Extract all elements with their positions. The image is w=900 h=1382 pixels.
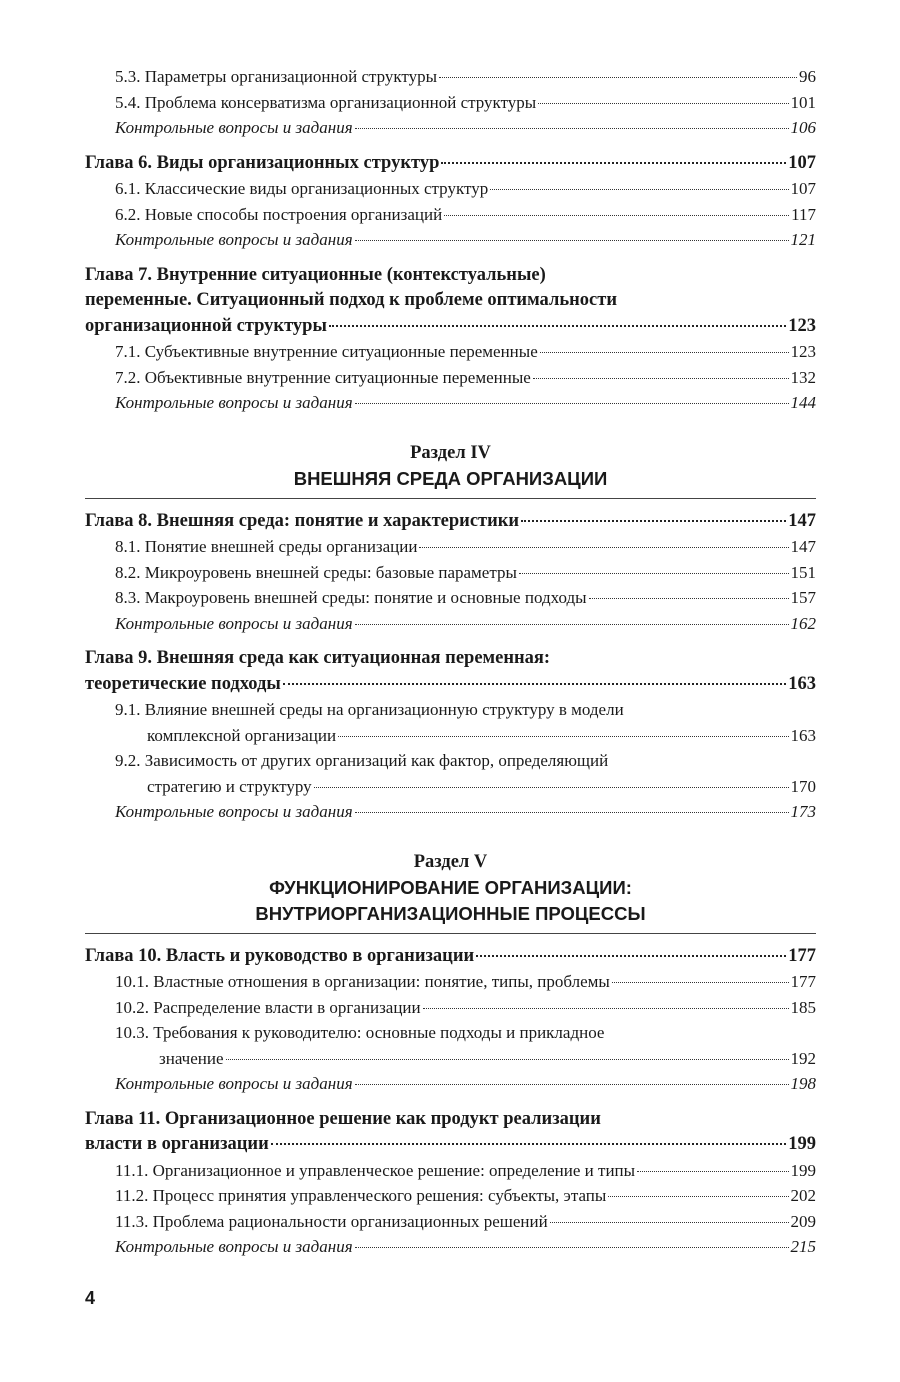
entry-page-number: 198: [790, 1074, 816, 1093]
entry-page-number: 215: [790, 1237, 816, 1256]
entry-title: Контрольные вопросы и задания: [115, 118, 353, 137]
entry-title: 5.3. Параметры организационной структуры: [115, 67, 438, 86]
dot-leader: [608, 1196, 788, 1197]
chapter-title-line: [85, 314, 816, 340]
dot-leader: [355, 1247, 789, 1248]
entry-title: 8.2. Микроуровень внешней среды: базовые параметры: [115, 562, 517, 582]
part-label: Раздел IV: [410, 442, 491, 463]
section-entry[interactable]: [85, 748, 816, 799]
review-questions-entry[interactable]: [85, 799, 816, 825]
entry-page-number: 101: [790, 92, 816, 112]
dot-leader: [355, 812, 789, 813]
entry-title: 11.1. Организационное и управленческое решение: определение и типы: [115, 1160, 636, 1180]
chapter-title: Глава 10. Власть и руководство в организации: [85, 945, 475, 966]
chapter-entry[interactable]: [85, 263, 816, 340]
entry-page-number: 107: [790, 179, 816, 198]
section-entry[interactable]: [85, 90, 816, 116]
chapter-entry[interactable]: [85, 646, 816, 697]
chapter-title: Глава 11. Организационное решение как продукт реализации: [85, 1108, 601, 1129]
section-entry[interactable]: [85, 995, 816, 1021]
table-of-contents: [85, 64, 816, 1260]
entry-title-continuation: [115, 1046, 816, 1072]
entry-title: 9.1. Влияние внешней среды на организационную структуру в модели: [115, 700, 624, 719]
entry-page-number: 199: [790, 1160, 816, 1180]
review-questions-entry[interactable]: [85, 1234, 816, 1260]
dot-leader: [612, 982, 789, 983]
part-title: ВНЕШНЯЯ СРЕДА ОРГАНИЗАЦИИ: [293, 467, 608, 489]
dot-leader: [538, 103, 788, 104]
entry-page-number: 202: [790, 1186, 816, 1205]
dot-leader: [314, 787, 789, 788]
section-entry[interactable]: [85, 202, 816, 228]
entry-page-number: 173: [790, 802, 816, 821]
dot-leader: [355, 240, 789, 241]
entry-page-number: 162: [790, 613, 816, 633]
entry-title: 7.2. Объективные внутренние ситуационные переменные: [115, 367, 531, 387]
entry-title: Контрольные вопросы и задания: [115, 802, 353, 821]
entry-page-number: 157: [790, 588, 816, 607]
entry-page-number: 144: [790, 393, 816, 412]
entry-page-number: 121: [790, 230, 816, 249]
dot-leader: [521, 520, 786, 522]
entry-title: 10.2. Распределение власти в организации: [115, 997, 421, 1017]
chapter-title: переменные. Ситуационный подход к проблеме оптимальности: [85, 290, 617, 310]
entry-page-number: 151: [790, 562, 816, 582]
chapter-title: Глава 8. Внешняя среда: понятие и характеристики: [85, 510, 520, 531]
dot-leader: [441, 162, 786, 164]
divider: [85, 933, 816, 934]
entry-page-number: 147: [788, 510, 816, 531]
review-questions-entry[interactable]: [85, 1071, 816, 1097]
section-entry[interactable]: [85, 1158, 816, 1184]
review-questions-entry[interactable]: [85, 227, 816, 253]
section-entry[interactable]: [85, 1183, 816, 1209]
entry-page-number: 170: [790, 776, 816, 796]
dot-leader: [355, 128, 789, 129]
dot-leader: [419, 547, 788, 548]
chapter-title-line: [85, 509, 816, 535]
chapter-title: Глава 6. Виды организационных структур: [85, 152, 440, 173]
chapter-title-line: [85, 151, 816, 177]
entry-page-number: 192: [790, 1048, 816, 1068]
section-entry[interactable]: [85, 969, 816, 995]
section-entry[interactable]: [85, 585, 816, 611]
entry-page-number: 123: [790, 342, 816, 361]
entry-page-number: 185: [790, 997, 816, 1017]
dot-leader: [490, 189, 788, 190]
entry-page-number: 132: [790, 367, 816, 387]
dot-leader: [355, 624, 789, 625]
entry-title: 5.4. Проблема консерватизма организационной структуры: [115, 92, 537, 112]
review-questions-entry[interactable]: [85, 390, 816, 416]
entry-page-number: 163: [788, 673, 816, 694]
entry-title: 6.1. Классические виды организационных структур: [115, 179, 489, 198]
section-entry[interactable]: [85, 697, 816, 748]
entry-title: Контрольные вопросы и задания: [115, 230, 353, 249]
chapter-title-line: [85, 944, 816, 970]
section-entry[interactable]: [85, 64, 816, 90]
dot-leader: [226, 1059, 789, 1060]
page-number: 4: [85, 1288, 96, 1308]
section-entry[interactable]: [85, 534, 816, 560]
chapter-entry[interactable]: [85, 944, 816, 970]
entry-title: 11.3. Проблема рациональности организационных решений: [115, 1211, 548, 1231]
dot-leader: [329, 325, 786, 327]
chapter-title-line: [85, 672, 816, 698]
part-heading: [85, 440, 816, 492]
entry-title: комплексной организации: [147, 725, 337, 745]
entry-title: 10.3. Требования к руководителю: основные подходы и прикладное: [115, 1023, 605, 1042]
entry-page-number: 123: [788, 315, 816, 336]
divider: [85, 498, 816, 499]
entry-page-number: 147: [790, 537, 816, 556]
entry-title: 9.2. Зависимость от других организаций как фактор, определяющий: [115, 751, 609, 770]
part-heading: [85, 849, 816, 927]
chapter-title-line: [85, 1132, 816, 1158]
entry-title: 8.3. Макроуровень внешней среды: понятие и основные подходы: [115, 588, 587, 607]
entry-title: Контрольные вопросы и задания: [115, 1237, 353, 1256]
entry-title: значение: [159, 1048, 224, 1068]
chapter-title: Глава 7. Внутренние ситуационные (контекстуальные): [85, 264, 546, 285]
section-entry[interactable]: [85, 365, 816, 391]
dot-leader: [476, 955, 786, 957]
dot-leader: [439, 77, 797, 78]
entry-title-continuation: [115, 723, 816, 749]
entry-title: Контрольные вопросы и задания: [115, 613, 353, 633]
dot-leader: [550, 1222, 789, 1223]
chapter-title: теоретические подходы: [85, 673, 281, 694]
dot-leader: [283, 683, 786, 685]
dot-leader: [589, 598, 789, 599]
section-entry[interactable]: [85, 1020, 816, 1071]
entry-page-number: 177: [790, 972, 816, 991]
dot-leader: [540, 352, 789, 353]
section-entry[interactable]: [85, 339, 816, 365]
dot-leader: [355, 403, 789, 404]
entry-page-number: 106: [790, 118, 816, 137]
entry-page-number: 177: [788, 945, 816, 966]
dot-leader: [519, 573, 789, 574]
entry-page-number: 199: [788, 1134, 816, 1154]
entry-page-number: 209: [790, 1211, 816, 1231]
dot-leader: [423, 1008, 789, 1009]
part-title: ФУНКЦИОНИРОВАНИЕ ОРГАНИЗАЦИИ:: [269, 876, 632, 898]
entry-title: стратегию и структуру: [147, 776, 312, 796]
entry-page-number: 107: [788, 152, 816, 173]
entry-title: 8.1. Понятие внешней среды организации: [115, 537, 418, 556]
chapter-entry[interactable]: [85, 1107, 816, 1158]
entry-title: Контрольные вопросы и задания: [115, 1074, 353, 1093]
part-title: ВНУТРИОРГАНИЗАЦИОННЫЕ ПРОЦЕССЫ: [255, 902, 646, 924]
entry-title: 10.1. Властные отношения в организации: понятие, типы, проблемы: [115, 972, 610, 991]
chapter-title: организационной структуры: [85, 315, 327, 336]
section-entry[interactable]: [85, 176, 816, 202]
review-questions-entry[interactable]: [85, 611, 816, 637]
dot-leader: [533, 378, 789, 379]
dot-leader: [355, 1084, 789, 1085]
entry-title: 7.1. Субъективные внутренние ситуационные переменные: [115, 342, 538, 361]
section-entry[interactable]: [85, 1209, 816, 1235]
entry-title-continuation: [115, 774, 816, 800]
review-questions-entry[interactable]: [85, 115, 816, 141]
dot-leader: [271, 1143, 787, 1145]
entry-title: Контрольные вопросы и задания: [115, 393, 353, 412]
section-entry[interactable]: [85, 560, 816, 586]
entry-title: 11.2. Процесс принятия управленческого решения: субъекты, этапы: [115, 1186, 607, 1205]
entry-title: 6.2. Новые способы построения организаций: [115, 204, 443, 224]
part-label: Раздел V: [413, 851, 488, 872]
chapter-entry[interactable]: [85, 151, 816, 177]
dot-leader: [444, 215, 789, 216]
entry-page-number: 117: [791, 204, 816, 224]
chapter-entry[interactable]: [85, 509, 816, 535]
dot-leader: [637, 1171, 788, 1172]
chapter-title: власти в организации: [85, 1134, 269, 1154]
chapter-title: Глава 9. Внешняя среда как ситуационная переменная:: [85, 648, 551, 668]
dot-leader: [338, 736, 788, 737]
entry-page-number: 163: [790, 725, 816, 745]
entry-page-number: 96: [799, 67, 816, 86]
